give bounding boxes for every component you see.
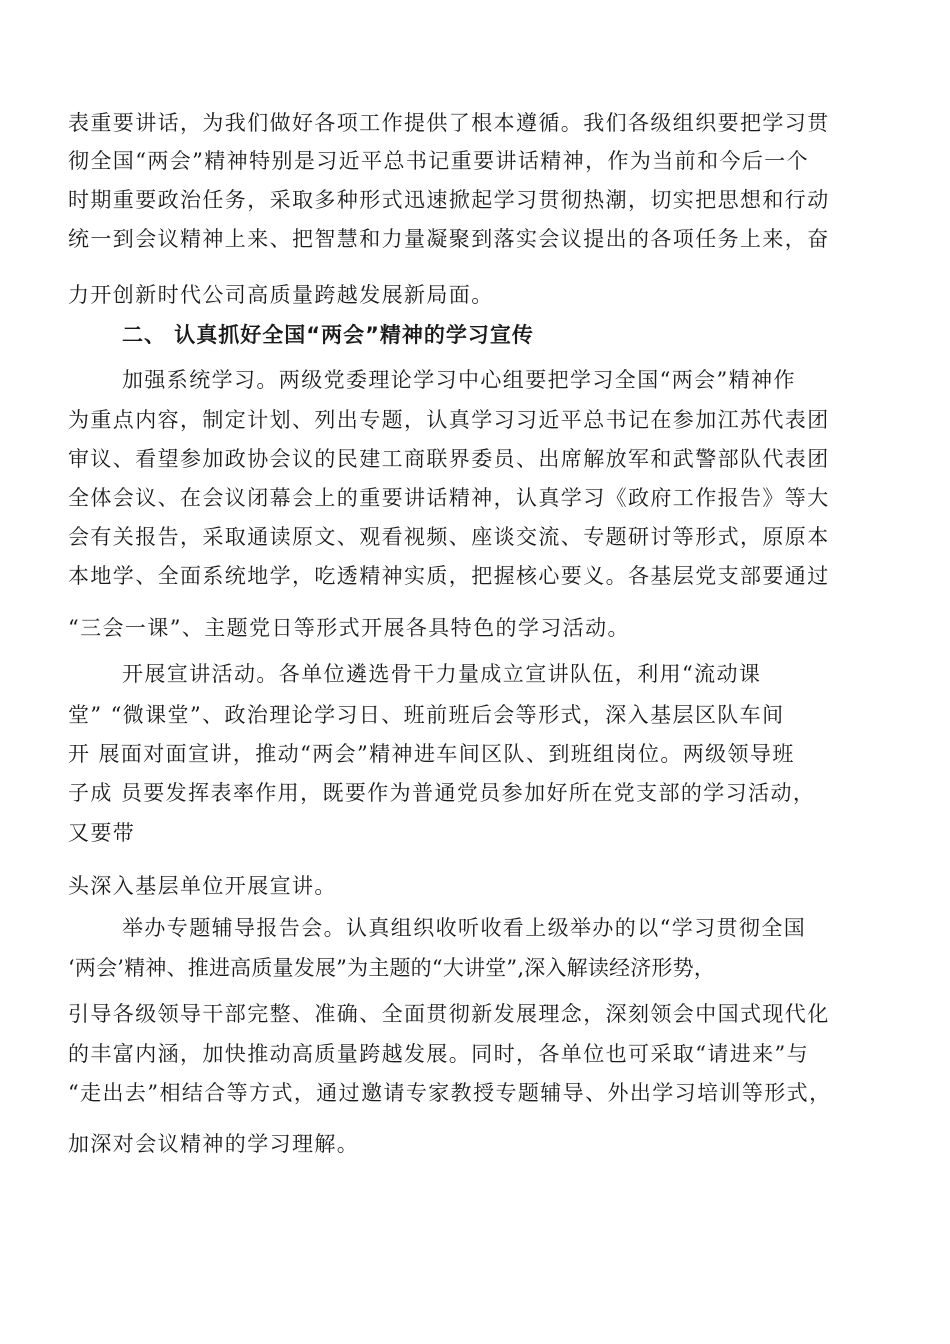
paragraph-line: “走出去”相结合等方式，通过邀请专家教授专题辅导、外出学习培训等形式， xyxy=(68,1081,832,1105)
paragraph-line: 开 展面对面宣讲，推动“两会”精神进车间区队、到班组岗位。两级领导班 xyxy=(68,742,795,766)
paragraph-line: 为重点内容，制定计划、列出专题，认真学习习近平总书记在参加江苏代表团 xyxy=(68,408,830,432)
paragraph-line: 又要带 xyxy=(68,821,136,845)
paragraph-line: 力开创新时代公司高质量跨越发展新局面。 xyxy=(68,283,494,307)
paragraph-line: 本地学、全面系统地学，吃透精神实质，把握核心要义。各基层党支部要通过 xyxy=(68,564,830,588)
paragraph-line: 引导各级领导干部完整、准确、全面贯彻新发展理念，深刻领会中国式现代化 xyxy=(68,1002,830,1026)
paragraph-line: 举办专题辅导报告会。认真组织收听收看上级举办的以“学习贯彻全国 xyxy=(122,916,807,940)
section-heading: 二、 认真抓好全国“两会”精神的学习宣传 xyxy=(122,323,534,347)
paragraph-line: 全体会议、在会议闭幕会上的重要讲话精神，认真学习《政府工作报告》等大 xyxy=(68,486,830,510)
paragraph-line: 时期重要政治任务，采取多种形式迅速掀起学习贯彻热潮，切实把思想和行动 xyxy=(68,188,830,212)
paragraph-line: 会有关报告，采取通读原文、观看视频、座谈交流、专题研讨等形式，原原本 xyxy=(68,525,830,549)
paragraph-line: 的丰富内涵，加快推动高质量跨越发展。同时，各单位也可采取“请进来”与 xyxy=(68,1042,810,1066)
paragraph-line: “三会一课”、主题党日等形式开展各具特色的学习活动。 xyxy=(68,616,630,640)
paragraph-line: 加深对会议精神的学习理解。 xyxy=(68,1132,360,1156)
paragraph-line: 表重要讲话，为我们做好各项工作提供了根本遵循。我们各级组织要把学习贯 xyxy=(68,111,830,135)
paragraph-line: 堂” “微课堂”、政治理论学习日、班前班后会等形式，深入基层区队车间 xyxy=(68,703,785,727)
paragraph-line: 彻全国“两会”精神特别是习近平总书记重要讲话精神，作为当前和今后一个 xyxy=(68,149,810,173)
paragraph-line: ‘两会’精神、推进高质量发展”为主题的“大讲堂”,深入解读经济形势， xyxy=(68,956,716,980)
paragraph-line: 开展宣讲活动。各单位遴选骨干力量成立宣讲队伍，利用“流动课 xyxy=(122,662,762,686)
paragraph-line: 头深入基层单位开展宣讲。 xyxy=(68,874,337,898)
paragraph-line: 审议、看望参加政协会议的民建工商联界委员、出席解放军和武警部队代表团 xyxy=(68,447,830,471)
paragraph-line: 统一到会议精神上来、把智慧和力量凝聚到落实会议提出的各项任务上来，奋 xyxy=(68,227,830,251)
paragraph-line: 子成 员要发挥表率作用，既要作为普通党员参加好所在党支部的学习活动， xyxy=(68,781,816,805)
paragraph-line: 加强系统学习。两级党委理论学习中心组要把学习全国“两会”精神作 xyxy=(122,368,796,392)
